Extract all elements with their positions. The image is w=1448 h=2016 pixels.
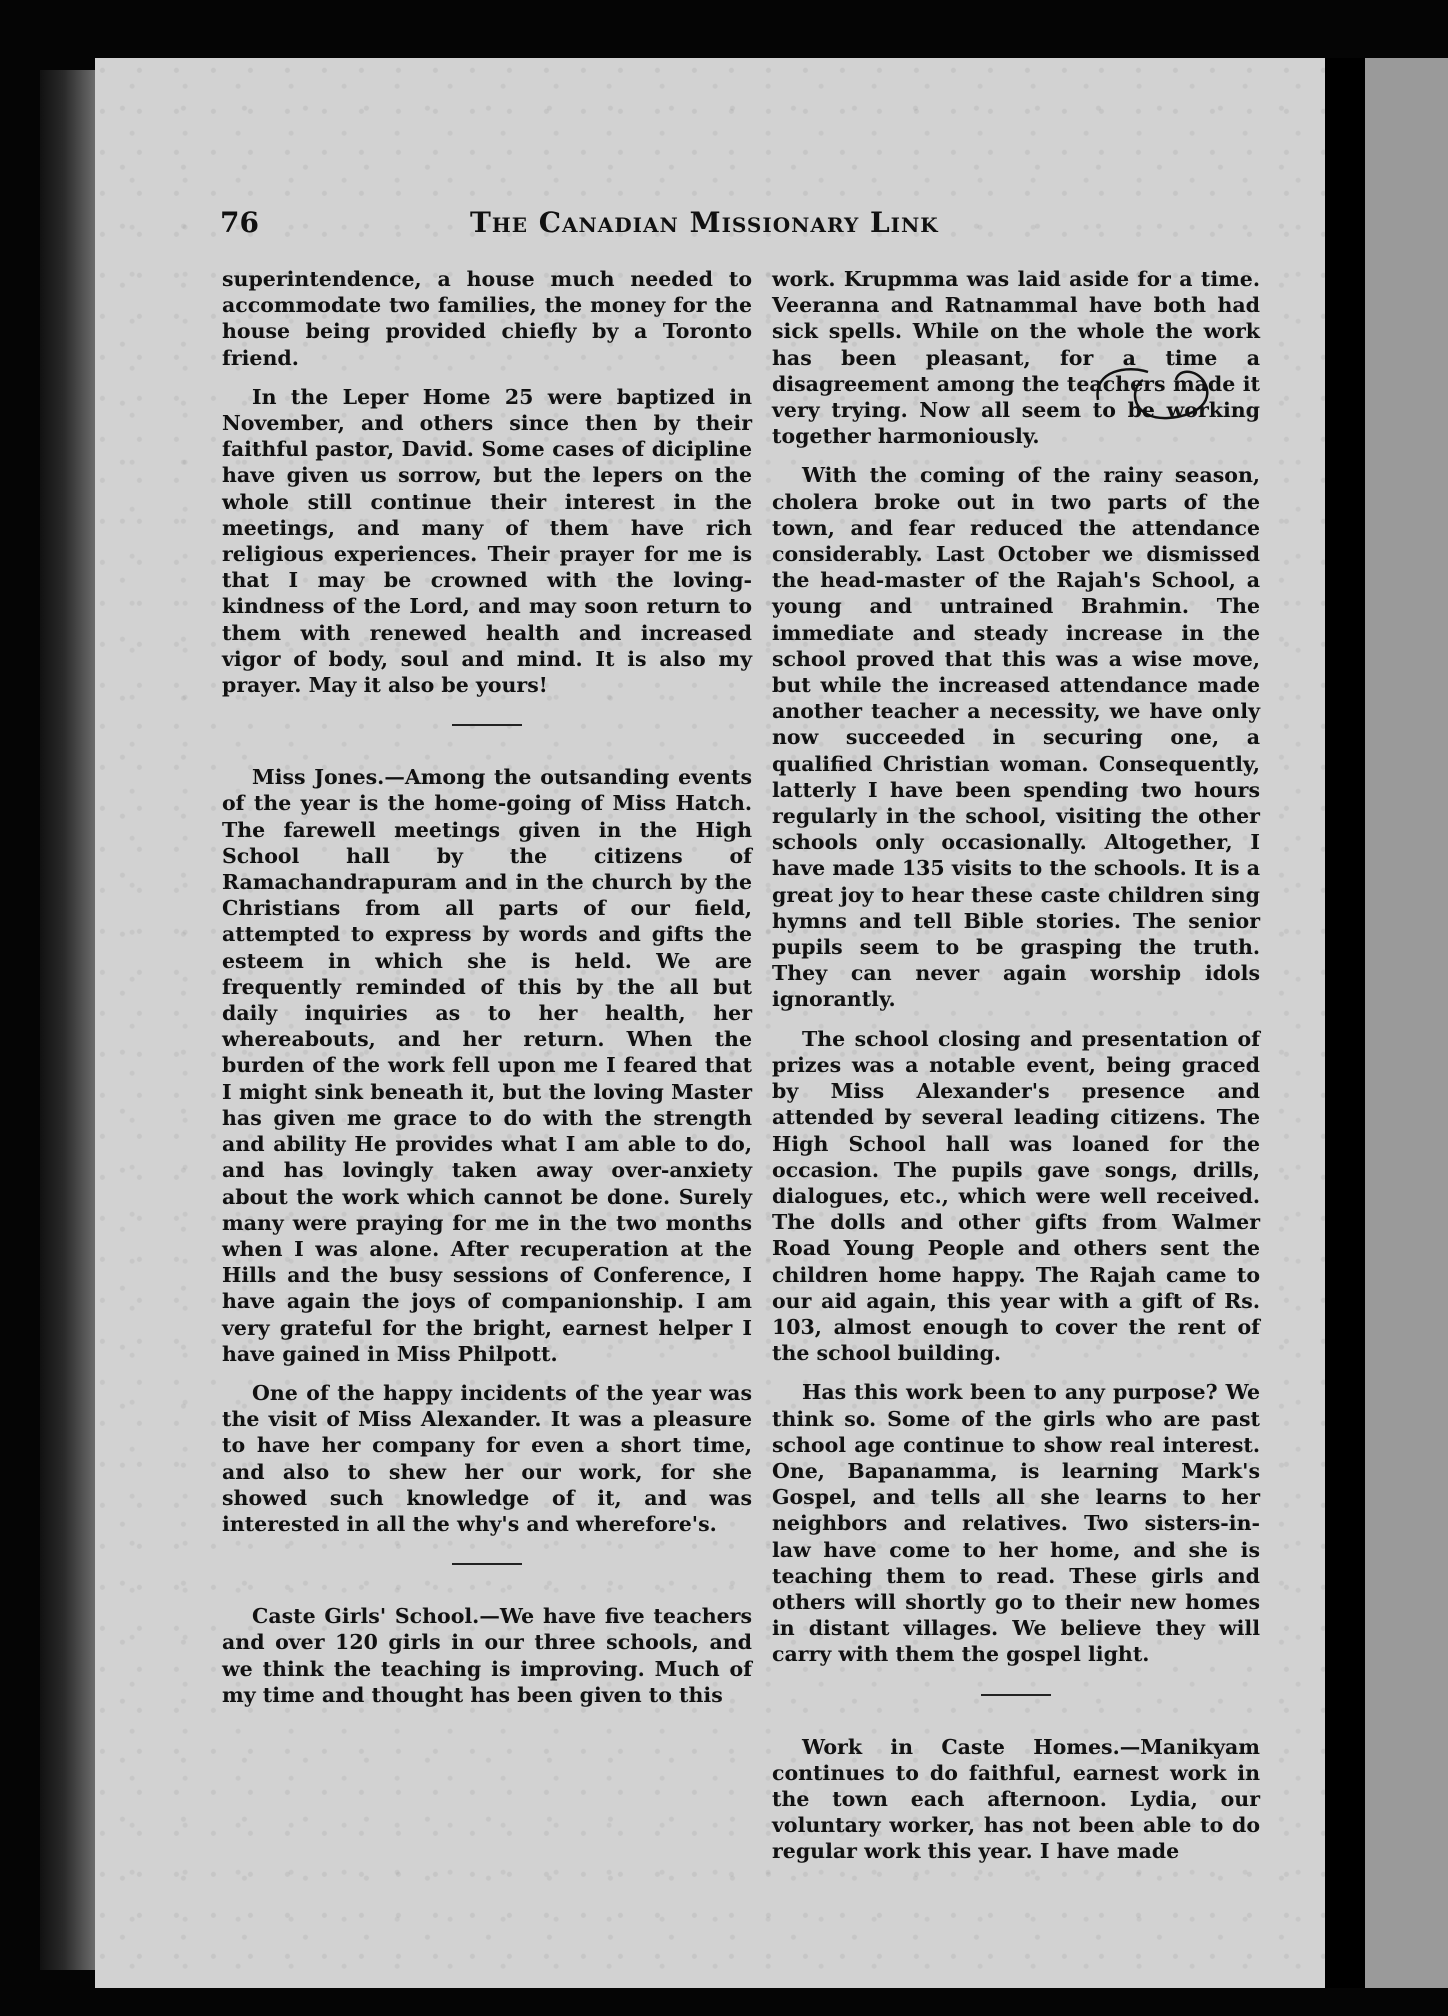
left-column	[222, 266, 752, 1721]
paragraph: Has this work been to any purpose? We think so. Some of the girls who are past school age continue to show real interest. One, Bapanamma, is learning Mark's Gospel, and tells all she learns to her neighbors and relatives. Two sisters-in-law have come to her home, and she is teaching them to read. These girls and others will shortly go to their new homes in distant villages. We believe they will carry with them the gospel light.	[772, 1380, 1260, 1667]
page-number: 76	[220, 206, 259, 239]
section-divider	[452, 724, 522, 726]
paragraph: One of the happy incidents of the year was the visit of Miss Alexander. It was a pleasure to have her company for even a short time, and also to shew her our work, for she showed such knowledge of it, and was interested in all the why's and wherefore's.	[222, 1380, 752, 1536]
paragraph-text: —We have five teachers and over 120 girls in our three schools, and we think the teaching is improving. Much of my time and thought has been given to this	[222, 1604, 753, 1707]
section-lead: Work in Caste Homes.	[802, 1734, 1120, 1759]
paragraph: With the coming of the rainy season, cholera broke out in two parts of the town, and fear reduced the attendance considerably. Last October we dismissed the head-master of the Rajah's School, a young and untrained Brahmin. The immediate and steady increase in the school proved that this was a wise move, but while the increased attendance made another teacher a necessity, we have only now succeeded in securing one, a qualified Christian woman. Consequently, latterly I have been spending two hours regularly in the school, visiting the other schools only occasionally. Altogether, I have made 135 visits to the schools. It is a great joy to hear these caste children sing hymns and tell Bible stories. The senior pupils seem to be grasping the truth. They can never again worship idols ignorantly.	[772, 463, 1260, 1012]
paragraph: superintendence, a house much needed to accommodate two families, the money for the house being provided chiefly by a Toronto friend.	[222, 267, 752, 370]
section-divider	[981, 1694, 1051, 1696]
paragraph: In the Leper Home 25 were baptized in November, and others since then by their faithful pastor, David. Some cases of dicipline have given us sorrow, but the lepers on the whole still continue their interest in the meetings, and many of them have rich religious experiences. Their prayer for me is that I may be crowned with the loving-kindness of the Lord, and may soon return to them with renewed health and increased vigor of body, soul and mind. It is also my prayer. May it also be yours!	[222, 384, 752, 698]
section-lead: Miss Jones.	[252, 765, 385, 790]
scan-page-edge	[40, 70, 100, 1970]
paragraph: work. Krupmma was laid aside for a time. Veeranna and Ratnammal have both had sick spells. While on the whole the work has been pleasant, for a time a disagreement among the teachers made it very trying. Now all seem to be working together harmoniously.	[772, 267, 1260, 449]
paragraph	[222, 764, 752, 1367]
page-header	[220, 206, 1230, 246]
pen-annotation-mark	[1088, 360, 1218, 426]
paragraph: The school closing and presentation of prizes was a notable event, being graced by Miss Alexander's presence and attended by several leading citizens. The High School hall was loaned for the occasion. The pupils gave songs, drills, dialogues, etc., which were well received. The dolls and other gifts from Walmer Road Young People and others sent the children home happy. The Rajah came to our aid again, this year with a gift of Rs. 103, almost enough to cover the rent of the school building.	[772, 1026, 1260, 1366]
adjacent-page-edge	[1365, 58, 1448, 1988]
section-lead: Caste Girls' School.	[252, 1604, 480, 1629]
binding-gutter	[1325, 58, 1365, 1988]
paragraph-text: —Among the outsanding events of the year is the home-going of Miss Hatch. The farewell meetings given in the High School hall by the citizens of Ramachandrapuram and in the church by the Christians from all parts of our field, attempted to express by words and gifts the esteem in which she is held. We are frequently reminded of this by the all but daily inquiries as to her health, her whereabouts, and her return. When the burden of the work fell upon me I feared that I might sink beneath it, but the loving Master has given me grace to do with the strength and ability He provides what I am able to do, and has lovingly taken away over-anxiety about the work which cannot be done. Surely many were praying for me in the two months when I was alone. After recuperation at the Hills and the busy sessions of Conference, I have again the joys of companionship. I am very grateful for the bright, earnest helper I have gained in Miss Philpott.	[222, 765, 753, 1366]
paragraph	[222, 1603, 752, 1708]
running-title: The Canadian Missionary Link	[470, 206, 939, 239]
right-column	[772, 266, 1260, 1878]
paragraph-text: —Manikyam continues to do faithful, earnest work in the town each afternoon. Lydia, our voluntary worker, has not been able to do regular work this year. I have made	[772, 1734, 1260, 1864]
paragraph	[772, 1734, 1260, 1865]
section-divider	[452, 1563, 522, 1565]
